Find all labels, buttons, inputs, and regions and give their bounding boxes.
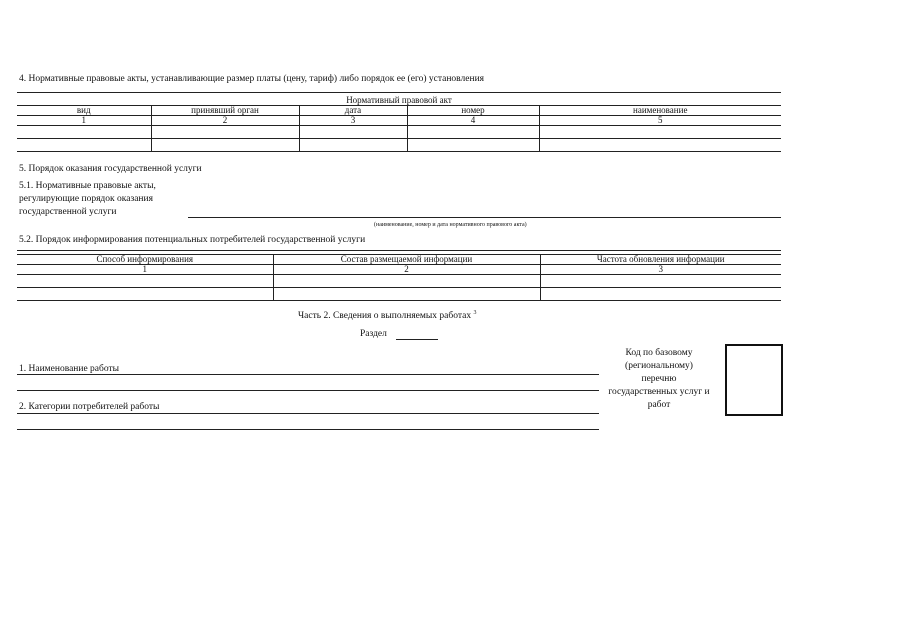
column-header: номер bbox=[407, 106, 539, 116]
column-header: Способ информирования bbox=[17, 255, 273, 265]
section5-2-title: 5.2. Порядок информирования потенциальных потребителей государственной услуги bbox=[19, 235, 366, 245]
section4-title: 4. Нормативные правовые акты, устанавливающие размер платы (цену, тариф) либо порядок ее (его) установления bbox=[19, 74, 485, 84]
table-cell[interactable] bbox=[151, 139, 299, 152]
consumer-category-line-2[interactable] bbox=[17, 429, 599, 430]
column-header: Состав размещаемой информации bbox=[273, 255, 540, 265]
table-cell[interactable] bbox=[273, 288, 540, 301]
part2-title bbox=[298, 310, 476, 322]
table-cell[interactable] bbox=[17, 288, 273, 301]
table-cell[interactable] bbox=[540, 275, 781, 288]
code-label-line: перечню bbox=[641, 374, 677, 384]
section5-2-rule bbox=[17, 250, 781, 251]
part2-title-text: Часть 2. Сведения о выполняемых работах bbox=[298, 311, 472, 322]
work-name-label: 1. Наименование работы bbox=[19, 364, 120, 374]
code-label-line: Код по базовому bbox=[625, 348, 693, 358]
table-cell[interactable] bbox=[17, 139, 151, 152]
section5-1-line1: 5.1. Нормативные правовые акты, bbox=[19, 181, 156, 191]
table-cell[interactable] bbox=[17, 275, 273, 288]
column-number: 3 bbox=[540, 265, 781, 275]
code-label-line: (региональному) bbox=[625, 361, 693, 371]
column-number: 2 bbox=[151, 116, 299, 126]
table-cell[interactable] bbox=[273, 275, 540, 288]
table-cell[interactable] bbox=[540, 288, 781, 301]
table-cell[interactable] bbox=[299, 139, 407, 152]
section5-1-line3: государственной услуги bbox=[19, 207, 117, 217]
code-label bbox=[600, 347, 718, 412]
column-number: 5 bbox=[539, 116, 781, 126]
section-label: Раздел bbox=[360, 329, 387, 339]
table-cell[interactable] bbox=[17, 126, 151, 139]
work-name-line-2[interactable] bbox=[17, 390, 599, 391]
column-header: наименование bbox=[539, 106, 781, 116]
consumer-category-line[interactable] bbox=[17, 413, 599, 414]
table-cell[interactable] bbox=[407, 126, 539, 139]
column-number: 1 bbox=[17, 116, 151, 126]
section4-rule bbox=[17, 92, 781, 93]
column-header: дата bbox=[299, 106, 407, 116]
legal-act-input-line[interactable] bbox=[188, 217, 781, 218]
column-header: принявший орган bbox=[151, 106, 299, 116]
consumer-category-label: 2. Категории потребителей работы bbox=[19, 402, 160, 412]
footnote-marker: 3 bbox=[473, 310, 477, 316]
informing-table bbox=[17, 254, 781, 301]
section-number-line[interactable] bbox=[396, 339, 438, 340]
column-header: Частота обновления информации bbox=[540, 255, 781, 265]
table-header: Нормативный правовой акт bbox=[17, 96, 781, 106]
section5-1-line2: регулирующие порядок оказания bbox=[19, 194, 153, 204]
table-cell[interactable] bbox=[407, 139, 539, 152]
code-label-line: работ bbox=[647, 400, 671, 410]
section5-title: 5. Порядок оказания государственной услуги bbox=[19, 164, 202, 174]
work-name-line[interactable] bbox=[17, 374, 599, 375]
column-number: 2 bbox=[273, 265, 540, 275]
table-cell[interactable] bbox=[151, 126, 299, 139]
code-box[interactable] bbox=[725, 344, 783, 416]
legal-acts-table bbox=[17, 96, 781, 152]
legal-act-caption: (наименование, номер и дата нормативного правового акта) bbox=[374, 222, 527, 228]
column-number: 3 bbox=[299, 116, 407, 126]
column-number: 4 bbox=[407, 116, 539, 126]
table-cell[interactable] bbox=[539, 139, 781, 152]
column-number: 1 bbox=[17, 265, 273, 275]
table-cell[interactable] bbox=[299, 126, 407, 139]
table-cell[interactable] bbox=[539, 126, 781, 139]
column-header: вид bbox=[17, 106, 151, 116]
code-label-line: государственных услуг и bbox=[608, 387, 710, 397]
